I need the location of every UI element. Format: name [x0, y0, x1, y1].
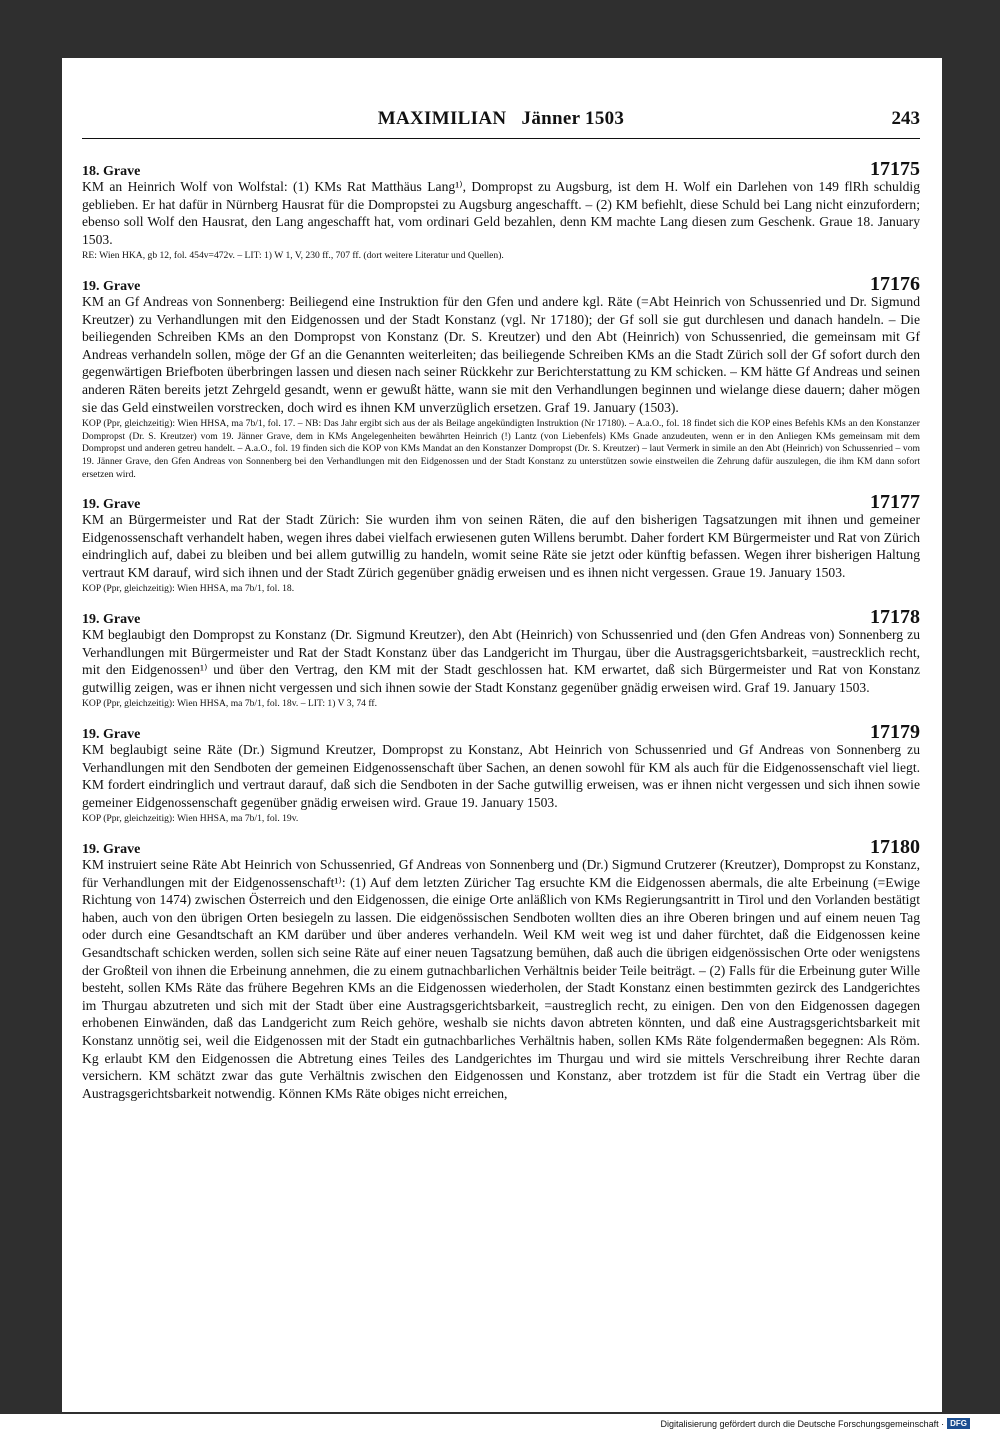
document-page	[62, 58, 942, 1412]
entry-17178	[82, 606, 920, 711]
entry-source: KOP (Ppr, gleichzeitig): Wien HHSA, ma 7b/1, fol. 18v. – LIT: 1) V 3, 74 ff.	[82, 698, 377, 710]
entry-number: 17177	[870, 491, 920, 514]
entry-17175	[82, 158, 920, 263]
page-number: 243	[891, 108, 920, 129]
entry-source: KOP (Ppr, gleichzeitig): Wien HHSA, ma 7b/1, fol. 19v.	[82, 813, 299, 825]
entry-17179	[82, 721, 920, 826]
entry-number: 17176	[870, 272, 920, 295]
funding-footer	[660, 1418, 970, 1429]
entry-heading	[82, 721, 920, 744]
entry-text: KM beglaubigt den Dompropst zu Konstanz (Dr. Sigmund Kreutzer), den Abt (Heinrich) von Schussenried und (den Gfen Andreas von) Sonnenberg zu Verhandlungen mit Bürgermeister und Rat der Stadt Konstanz über das Landgericht im Thurgau, über die Austragsgerichtsbarkeit, =austrecklich recht, mit den Eidgenossen¹⁾ und über den Vertrag, den KM mit der Stadt geschlossen hat. KM erwartet, daß sich Bürgermeister und Rat von Konstanz gutwillig zeigen, was er ihnen nicht vergessen und sich ihnen sowie der Stadt Konstanz gegenüber gnädig erweisen wird. Graf 19. January 1503.	[82, 627, 920, 695]
entry-text: KM beglaubigt seine Räte (Dr.) Sigmund Kreutzer, Dompropst zu Konstanz, Abt Heinrich von Schussenried und Gf Andreas von Sonnenberg zu Verhandlungen mit den Sendboten der gemeinen Eidgenossenschaft über Sachen, an denen sowohl für KM als auch für die Eidgenossenschaft viel liegt. KM fordert eindringlich und vertraut darauf, daß sich die Sendboten in der Sache gutwillig erweisen, was er ihnen nicht vergessen und sich ihnen sowie gemeiner Eidgenossenschaft gegenüber gnädig erweisen wird. Graue 19. January 1503.	[82, 742, 920, 810]
page-title: MAXIMILIAN Jänner 1503	[377, 108, 625, 129]
entry-number: 17178	[870, 606, 920, 629]
entry-source: RE: Wien HKA, gb 12, fol. 454v=472v. – LIT: 1) W 1, V, 230 ff., 707 ff. (dort weitere Literatur und Quellen).	[82, 250, 504, 262]
entry-heading	[82, 273, 920, 293]
entry-text: KM an Heinrich Wolf von Wolfstal: (1) KMs Rat Matthäus Lang¹⁾, Dompropst zu Augsburg, ist dem H. Wolf ein Darlehen von 149 flRh schuldig geblieben. Er hat dafür in Nürnberg Hausrat für die Dompropstei zu Augsburg angeschafft. – (2) KM befiehlt, diese Schuld bei Lang nicht einzufordern; ebenso soll Wolf den Hausrat, den Lang angeschafft hat, vom ordinari Geld bezahlen, denn KM machte Lang diesen zum Geschenk. Graue 18. January 1503.	[82, 179, 920, 247]
running-header	[82, 108, 920, 139]
entry-date: 19. Grave	[82, 727, 141, 743]
entry-text: KM an Bürgermeister und Rat der Stadt Zürich: Sie wurden ihm von seinen Räten, die auf den bisherigen Tagsatzungen mit ihnen und gemeiner Eidgenossenschaft verhandelt haben, wegen ihres dabei vielfach erwiesenen guten Willens berumbt. Daher fordert KM Bürgermeister und Rat von Zürich eindringlich auf, dabei zu bleiben und bei allem gutwillig zu handeln, womit seine Räte sie jetzt oder künftig befassen. Wegen ihrer bisherigen Haltung vertraut KM darauf, wird sich ihnen und der Stadt Zürich gegenüber gnädig erweisen und es ihnen nicht vergessen. Graue 19. January 1503.	[82, 512, 920, 580]
entry-date: 19. Grave	[82, 497, 141, 513]
entry-heading	[82, 606, 920, 629]
entry-heading	[82, 836, 920, 856]
entry-date: 19. Grave	[82, 842, 141, 857]
entry-heading	[82, 158, 920, 178]
entry-source: KOP (Ppr, gleichzeitig): Wien HHSA, ma 7b/1, fol. 17. – NB: Das Jahr ergibt sich aus der als Beilage angekündigten Instruktion (Nr 17180). – A.a.O., fol. 18 findet sich die KOP eines Befehls KMs an den Konstanzer Dompropst (Dr. S. Kreutzer) vom 19. Jänner Grave, dem in KMs Angelegenheiten bewährten Heinrich (!) Lantz (von Liebenfels) KMs Gnade anzudeuten, wenn er in den Anliegen KMs gemeinsam mit dem Dompropst und anderen getreu handelt. – A.a.O., fol. 19 finden sich die KOP von KMs Mandat an den Konstanzer Dompropst (Dr. S. Kreutzer) – laut Vermerk in simile an den Abt (Heinrich) von Schussenried – vom 19. Jänner Grave, den Gfen Andreas von Sonnenberg bei den Verhandlungen mit den Eidgenossen und der Stadt Konstanz zu unterstützen sowie einstweilen die Zehrung dafür auszulegen, die ihm KM dann sofort ersetzen wird.	[82, 418, 920, 480]
entry-heading	[82, 491, 920, 514]
entry-number: 17180	[870, 836, 920, 858]
entry-date: 19. Grave	[82, 278, 141, 294]
entry-number: 17179	[870, 721, 920, 744]
entry-source: KOP (Ppr, gleichzeitig): Wien HHSA, ma 7b/1, fol. 18.	[82, 583, 295, 595]
entry-number: 17175	[870, 158, 920, 180]
entries-list	[82, 158, 920, 1112]
dfg-logo: DFG	[947, 1418, 970, 1429]
entry-17176	[82, 273, 920, 481]
entry-date: 19. Grave	[82, 612, 141, 628]
entry-text: KM instruiert seine Räte Abt Heinrich von Schussenried, Gf Andreas von Sonnenberg und (Dr.) Sigmund Crutzerer (Kreutzer), Dompropst zu Konstanz, für Verhandlungen mit der Eidgenossenschaft¹⁾: (1) Auf dem letzten Züricher Tag ersuchte KM die Eidgenossen abermals, die alte Erbeinung (=Ewige Richtung von 1474) zwischen Österreich und den Eidgenossen, die einige Orte anläßlich von KMs Regierungsantritt in Tirol und den Vorlanden bestätigt haben, auch von den übrigen Orten besiegeln zu lassen. Die eidgenössischen Sendboten wollten dies an ihre Oberen bringen und auf einem neuen Tag oder durch eine Gesandtschaft an KM darüber und über anderes verhandeln. Weil KM weit weg ist und daher fürchtet, daß die Eidgenossen keine Gesandtschaft schicken werden, sollen sich seine Räte auf einer neuen Tagsatzung bemühen, daß auch die übrigen eidgenössischen Orte oder wenigstens der Großteil von ihnen die Erbeinung annehmen, die zu einem gutnachbarlichen Verhältnis beider Teile beiträgt. – (2) Falls für die Erbeinung guter Wille besteht, sollen KMs Räte das frühere Begehren KMs an die Eidgenossen wiederholen, der Stadt Konstanz einen bestimmten gezirck des Landgerichtes im Thurgau abzutreten und sich mit der Stadt über eine Austragsgerichtsbarkeit, =austreglich recht, zu einigen. Den von den Eidgenossen dagegen erhobenen Einwänden, daß das Landgericht zum Reich gehöre, weshalb sie nichts davon abtreten könnten, und daß eine Austragsgerichtsbarkeit mit Konstanz unnötig sei, weil die Eidgenossen mit der Stadt ein gutnachbarliches Verhältnis haben, sollen KMs Räte folgendermaßen begegnen: Als Röm. Kg erlaubt KM den Eidgenossen die Abtretung eines Teiles des Landgerichtes im Thurgau und wird sie mittels Verschreibung ihrer Rechte daran versichern. KM schätzt zwar das gute Verhältnis zwischen den Eidgenossen und Konstanz, aber trotzdem ist für die Stadt ein Vertrag über die Austragsgerichtsbarkeit notwendig. Können KMs Räte obiges nicht erreichen,	[82, 857, 920, 1101]
entry-text: KM an Gf Andreas von Sonnenberg: Beiliegend eine Instruktion für den Gfen und andere kgl. Räte (=Abt Heinrich von Schussenried und Dr. Sigmund Kreutzer) zu Verhandlungen mit den Eidgenossen und der Stadt Konstanz (vgl. Nr 17180); der Gf soll sie gut durchlesen und danach handeln. – Die beiliegenden Schreiben KMs an den Dompropst von Konstanz (Dr. S. Kreutzer) und den Abt (Heinrich) von Schussenried, die gemeinsam mit Gf Andreas verhandeln sollen, möge der Gf an die Genannten weiterleiten; das beiliegende Schreiben KMs an die Stadt Zürich soll der Gf sofort durch den gegenwärtigen Briefboten überbringen lassen und diesen nach seiner Rückkehr zur Berichterstattung zu KM schicken. – KM hätte Gf Andreas und seinen anderen Räten bereits jetzt Zehrgeld gesandt, wenn er gewußt hätte, wann sie mit den Verhandlungen beginnen und wielange diese dauern; daher mögen sie das Geld einstweilen vorstrecken, doch wird es ihnen KM unverzüglich ersetzen. Graf 19. January (1503).	[82, 293, 920, 415]
entry-17180	[82, 836, 920, 1102]
entry-date: 18. Grave	[82, 164, 141, 179]
funding-note: Digitalisierung gefördert durch die Deutsche Forschungsgemeinschaft ·	[660, 1418, 945, 1429]
entry-17177	[82, 491, 920, 596]
